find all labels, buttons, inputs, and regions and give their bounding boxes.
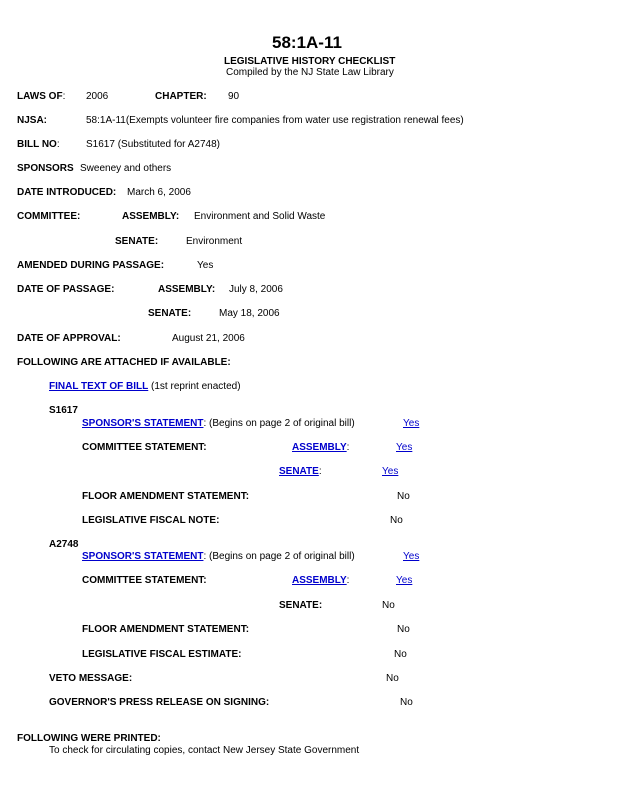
committee-senate-value: Environment bbox=[186, 236, 243, 247]
page-subtitle: LEGISLATIVE HISTORY CHECKLIST bbox=[224, 56, 396, 67]
a2748-assembly-row: ASSEMBLY: bbox=[292, 575, 350, 586]
committee-assembly-value: Environment and Solid Waste bbox=[194, 211, 326, 222]
s1617-fiscal-label: LEGISLATIVE FISCAL NOTE: bbox=[82, 515, 220, 526]
amended-label: AMENDED DURING PASSAGE: bbox=[17, 260, 165, 271]
final-text-row: FINAL TEXT OF BILL (1st reprint enacted) bbox=[49, 381, 241, 392]
veto-label: VETO MESSAGE: bbox=[49, 673, 133, 684]
laws-of-label: LAWS OF: bbox=[17, 91, 66, 102]
press-release-value: No bbox=[400, 697, 413, 708]
committee-label: COMMITTEE: bbox=[17, 211, 81, 222]
passage-senate-label: SENATE: bbox=[148, 308, 192, 319]
date-introduced-label: DATE INTRODUCED: bbox=[17, 187, 117, 198]
date-introduced-value: March 6, 2006 bbox=[127, 187, 191, 198]
s1617-sponsor-row: SPONSOR'S STATEMENT: (Begins on page 2 of original bill) bbox=[82, 418, 355, 429]
s1617-floor-value: No bbox=[397, 491, 410, 502]
s1617-senate-yes-link[interactable]: Yes bbox=[382, 466, 399, 477]
s1617-senate-row: SENATE: bbox=[279, 466, 322, 477]
a2748-fiscal-label: LEGISLATIVE FISCAL ESTIMATE: bbox=[82, 649, 242, 660]
passage-assembly-value: July 8, 2006 bbox=[229, 284, 283, 295]
printed-note: To check for circulating copies, contact New Jersey State Government bbox=[49, 745, 360, 756]
a2748-assembly-link[interactable]: ASSEMBLY bbox=[292, 575, 347, 586]
passage-senate-value: May 18, 2006 bbox=[219, 308, 280, 319]
bill-no-label: BILL NO: bbox=[17, 139, 60, 150]
amended-value: Yes bbox=[197, 260, 214, 271]
s1617-sponsor-statement-link[interactable]: SPONSOR'S STATEMENT bbox=[82, 418, 204, 429]
a2748-sponsor-yes-link[interactable]: Yes bbox=[403, 551, 420, 562]
committee-assembly-label: ASSEMBLY: bbox=[122, 211, 180, 222]
a2748-sponsor-row: SPONSOR'S STATEMENT: (Begins on page 2 of original bill) bbox=[82, 551, 355, 562]
a2748-floor-value: No bbox=[397, 624, 410, 635]
veto-value: No bbox=[386, 673, 399, 684]
printed-heading: FOLLOWING WERE PRINTED: bbox=[17, 733, 161, 744]
s1617-floor-label: FLOOR AMENDMENT STATEMENT: bbox=[82, 491, 250, 502]
attached-heading: FOLLOWING ARE ATTACHED IF AVAILABLE: bbox=[17, 357, 231, 368]
final-text-link[interactable]: FINAL TEXT OF BILL bbox=[49, 381, 149, 392]
a2748-fiscal-value: No bbox=[394, 649, 407, 660]
a2748-assembly-yes-link[interactable]: Yes bbox=[396, 575, 413, 586]
sponsors-value: Sweeney and others bbox=[80, 163, 172, 174]
laws-of-value: 2006 bbox=[86, 91, 109, 102]
bill-no-value: S1617 (Substituted for A2748) bbox=[86, 139, 220, 150]
s1617-senate-link[interactable]: SENATE bbox=[279, 466, 319, 477]
njsa-value: 58:1A-11(Exempts volunteer fire companies from water use registration renewal fees) bbox=[86, 115, 464, 126]
approval-label: DATE OF APPROVAL: bbox=[17, 333, 121, 344]
s1617-assembly-yes-link[interactable]: Yes bbox=[396, 442, 413, 453]
committee-senate-label: SENATE: bbox=[115, 236, 159, 247]
s1617-fiscal-value: No bbox=[390, 515, 403, 526]
page-title: 58:1A-11 bbox=[272, 33, 342, 52]
njsa-label: NJSA: bbox=[17, 115, 48, 126]
a2748-sponsor-statement-link[interactable]: SPONSOR'S STATEMENT bbox=[82, 551, 204, 562]
s1617-label: S1617 bbox=[49, 405, 78, 416]
compiled-by: Compiled by the NJ State Law Library bbox=[226, 67, 394, 78]
s1617-assembly-row: ASSEMBLY: bbox=[292, 442, 350, 453]
s1617-assembly-link[interactable]: ASSEMBLY bbox=[292, 442, 347, 453]
a2748-floor-label: FLOOR AMENDMENT STATEMENT: bbox=[82, 624, 250, 635]
a2748-senate-value: No bbox=[382, 600, 395, 611]
a2748-label: A2748 bbox=[49, 539, 79, 550]
s1617-sponsor-yes-link[interactable]: Yes bbox=[403, 418, 420, 429]
passage-assembly-label: ASSEMBLY: bbox=[158, 284, 216, 295]
passage-label: DATE OF PASSAGE: bbox=[17, 284, 115, 295]
chapter-value: 90 bbox=[228, 91, 240, 102]
a2748-committee-label: COMMITTEE STATEMENT: bbox=[82, 575, 207, 586]
approval-value: August 21, 2006 bbox=[172, 333, 245, 344]
a2748-senate-label: SENATE: bbox=[279, 600, 323, 611]
s1617-committee-label: COMMITTEE STATEMENT: bbox=[82, 442, 207, 453]
sponsors-label: SPONSORS bbox=[17, 163, 74, 174]
chapter-label: CHAPTER: bbox=[155, 91, 207, 102]
press-release-label: GOVERNOR'S PRESS RELEASE ON SIGNING: bbox=[49, 697, 270, 708]
